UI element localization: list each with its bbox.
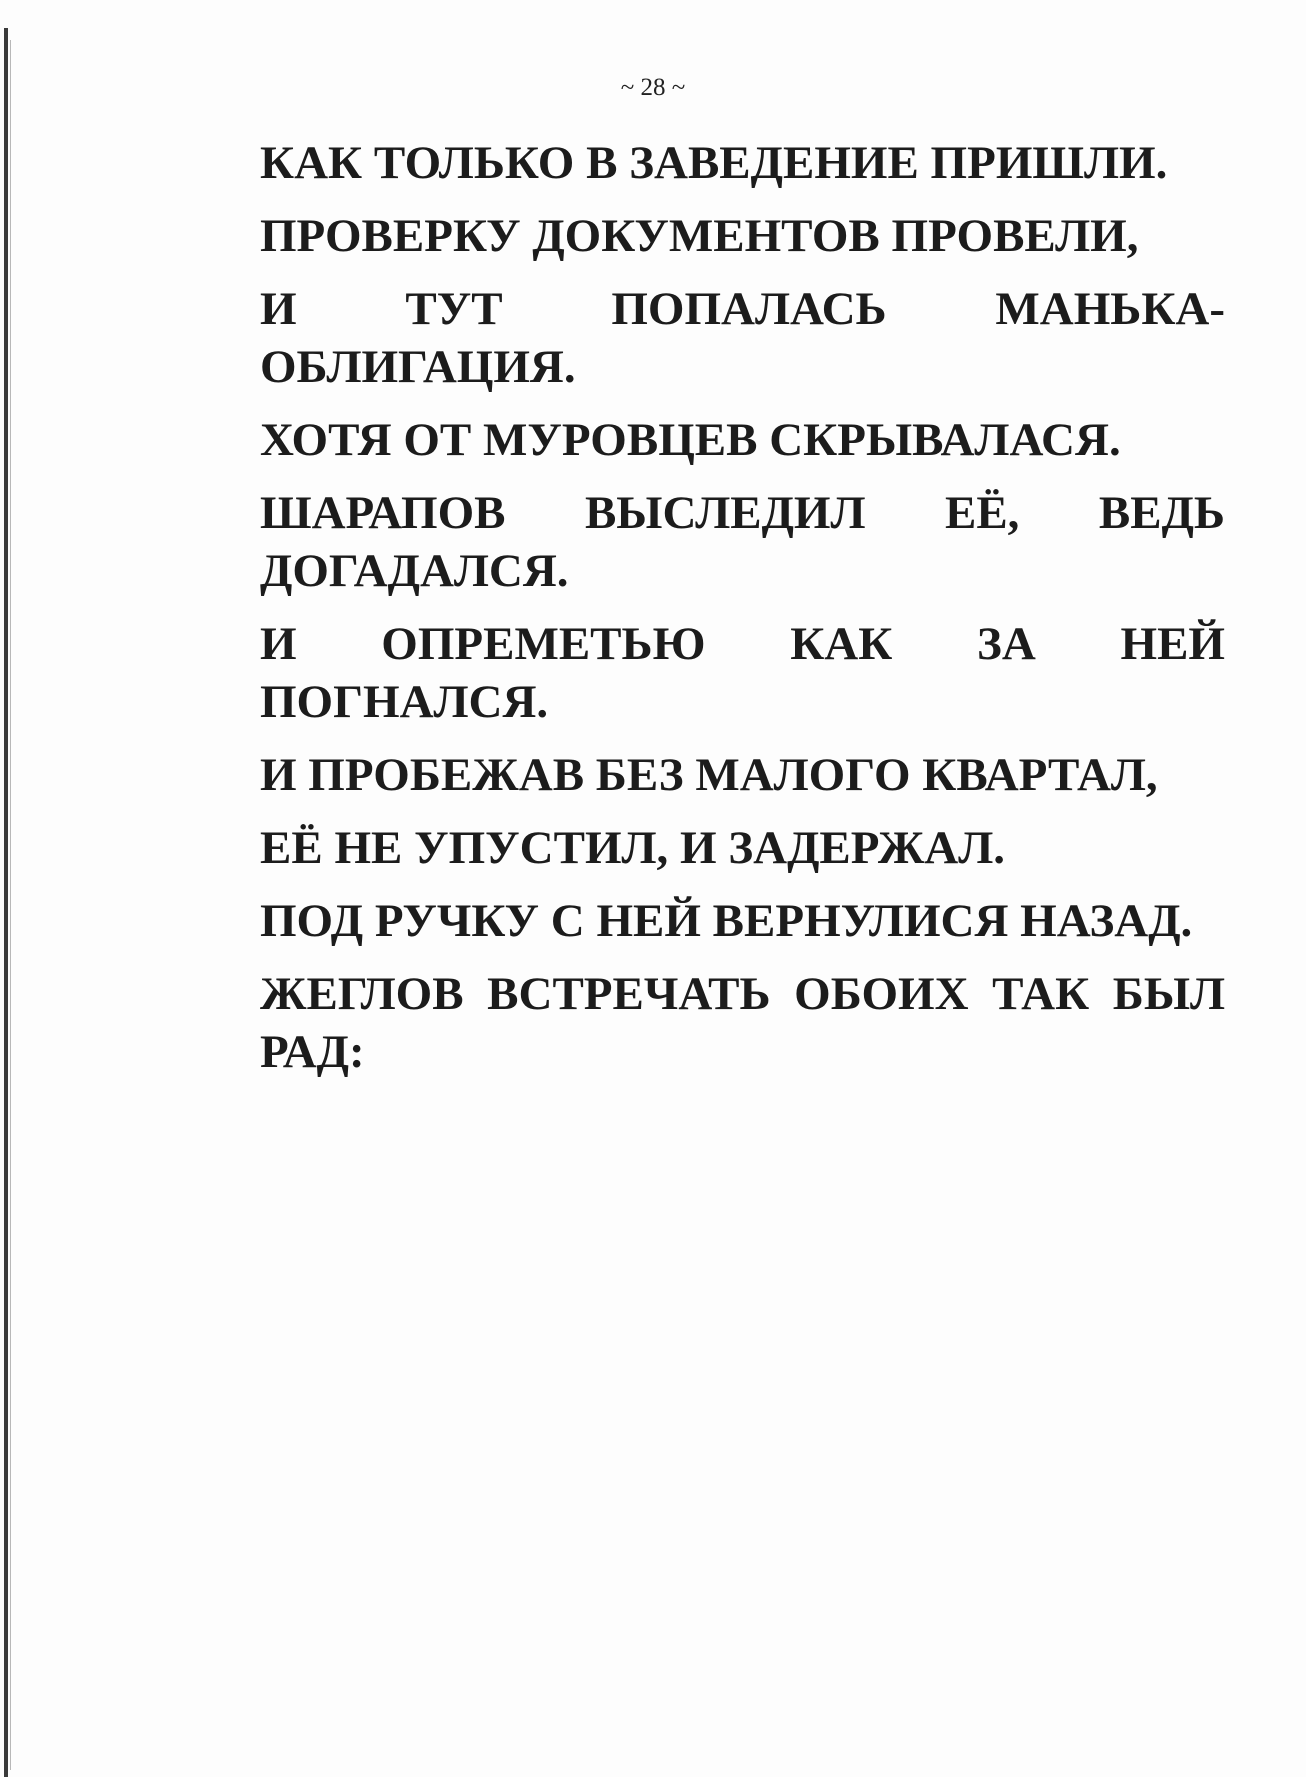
poem-line-3: И ТУТ ПОПАЛАСЬ МАНЬКА-ОБЛИГАЦИЯ. bbox=[260, 283, 1225, 393]
scan-binding-shadow bbox=[10, 40, 11, 1770]
poem-line-1: КАК ТОЛЬКО В ЗАВЕДЕНИЕ ПРИШЛИ. bbox=[260, 137, 1168, 189]
poem-line-8: ЕЁ НЕ УПУСТИЛ, И ЗАДЕРЖАЛ. bbox=[260, 822, 1006, 874]
poem-line-5: ШАРАПОВ ВЫСЛЕДИЛ ЕЁ, ВЕДЬ ДОГАДАЛСЯ. bbox=[260, 487, 1225, 597]
poem-line-9: ПОД РУЧКУ С НЕЙ ВЕРНУЛИСЯ НАЗАД. bbox=[260, 895, 1193, 947]
poem-line-6: И ОПРЕМЕТЬЮ КАК ЗА НЕЙ ПОГНАЛСЯ. bbox=[260, 618, 1225, 728]
poem-line-4: ХОТЯ ОТ МУРОВЦЕВ СКРЫВАЛАСЯ. bbox=[260, 414, 1121, 466]
poem-line-2: ПРОВЕРКУ ДОКУМЕНТОВ ПРОВЕЛИ, bbox=[260, 210, 1139, 262]
poem-line-10: ЖЕГЛОВ ВСТРЕЧАТЬ ОБОИХ ТАК БЫЛ РАД: bbox=[260, 968, 1225, 1078]
page-number: ~ 28 ~ bbox=[620, 74, 686, 101]
scan-binding-edge bbox=[4, 28, 8, 1777]
poem-line-7: И ПРОБЕЖАВ БЕЗ МАЛОГО КВАРТАЛ, bbox=[260, 749, 1158, 801]
poem-body bbox=[260, 134, 1225, 1096]
